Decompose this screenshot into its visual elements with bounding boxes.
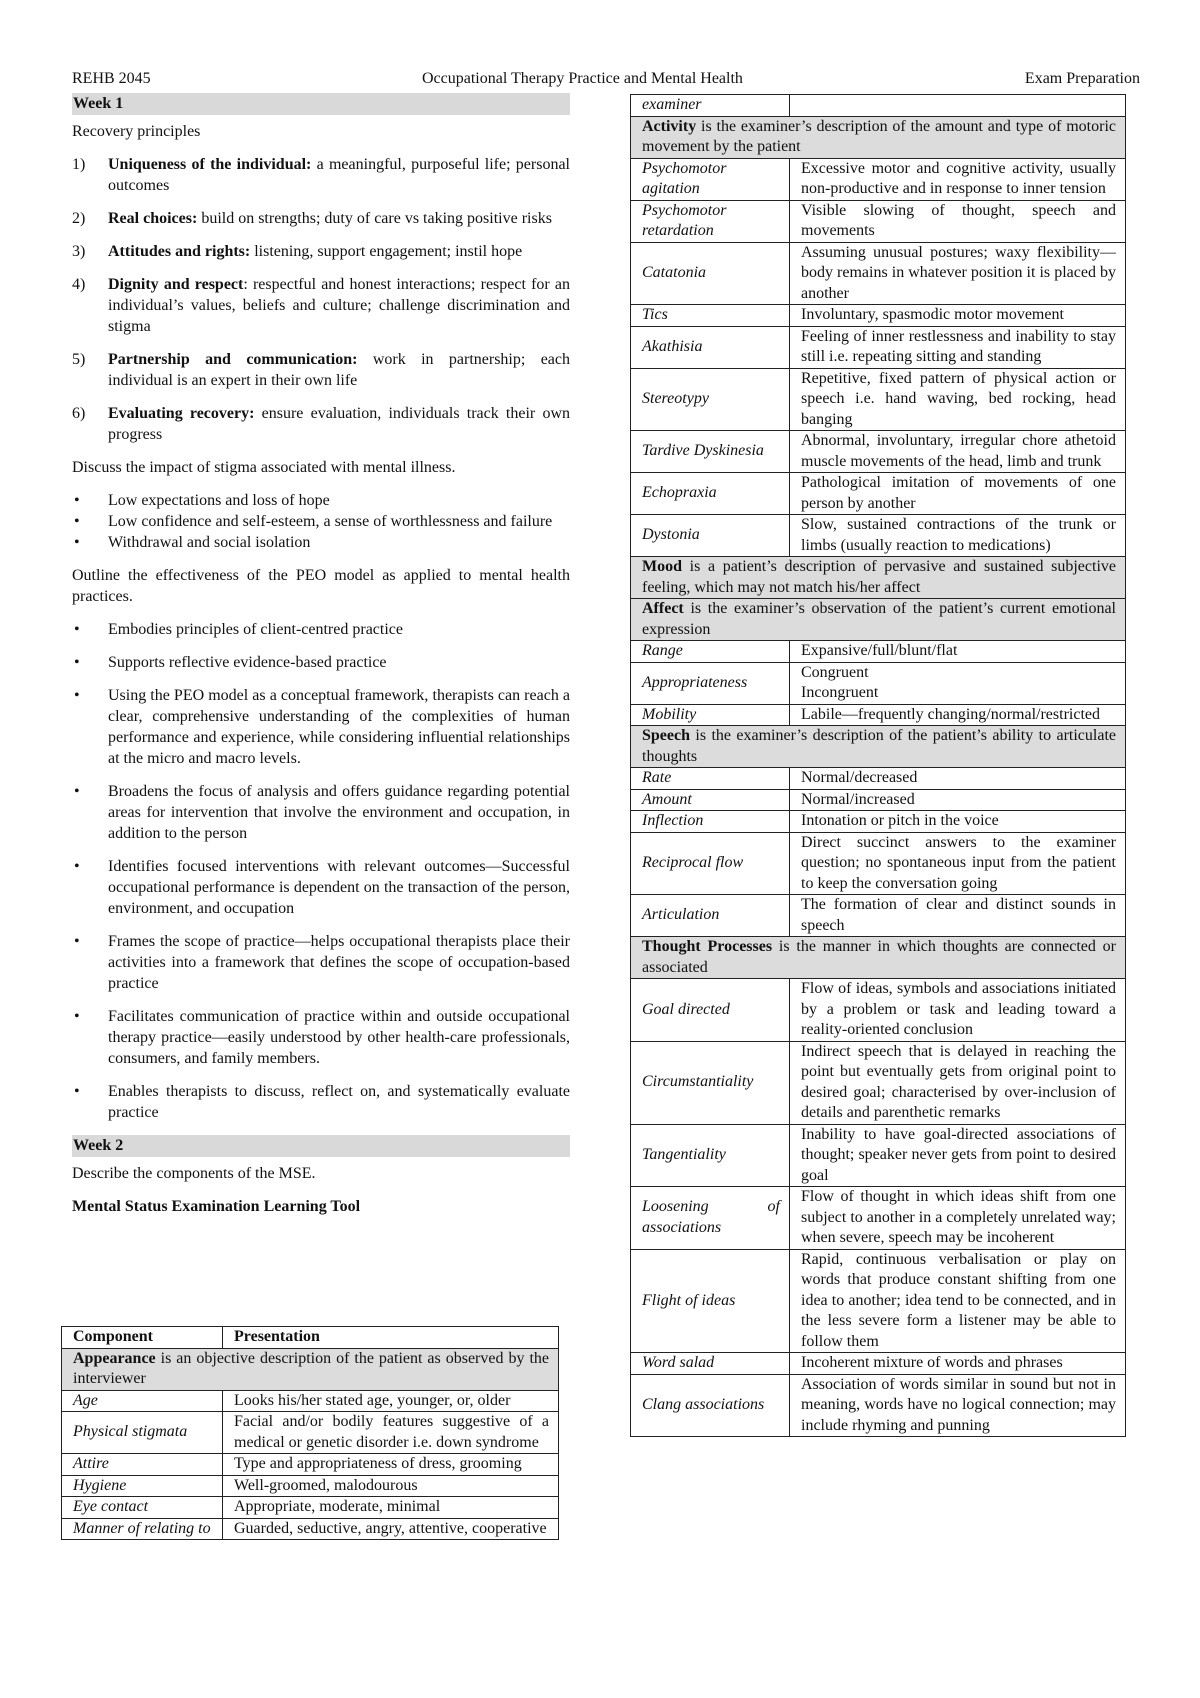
course-code: REHB 2045 bbox=[72, 70, 151, 87]
table-row: Tangentiality Inability to have goal-directed associations of thought; speaker never gets from point to desired goal bbox=[631, 1124, 1126, 1187]
section-appearance: Appearance is an objective description of the patient as observed by the interviewer bbox=[62, 1348, 559, 1390]
table-row: Rate Normal/decreased bbox=[631, 768, 1126, 790]
mse-question: Describe the components of the MSE. bbox=[72, 1165, 316, 1182]
table-row: Physical stigmata Facial and/or bodily features suggestive of a medical or genetic disorder i.e. down syndrome bbox=[62, 1412, 559, 1454]
recovery-principles-list bbox=[72, 154, 570, 445]
list-item: • Facilitates communication of practice within and outside occupational therapy practice—easily understood by other health-care professionals, consumers, and family members. bbox=[74, 1008, 570, 1067]
table-row: Hygiene Well-groomed, malodourous bbox=[62, 1475, 559, 1497]
table-row: Word salad Incoherent mixture of words and phrases bbox=[631, 1353, 1126, 1375]
table-row: Flight of ideas Rapid, continuous verbalisation or play on words that produce constant shifting from one idea to another; idea tend to be connected, and in the less severe form a listener may be able to follow them bbox=[631, 1249, 1126, 1353]
col-presentation: Presentation bbox=[223, 1327, 559, 1349]
section-thought-processes: Thought Processes is the manner in which thoughts are connected or associated bbox=[631, 937, 1126, 979]
table-row: Akathisia Feeling of inner restlessness and inability to stay still i.e. repeating sitting and standing bbox=[631, 326, 1126, 368]
table-row: Loosening of associations Flow of thought in which ideas shift from one subject to another in a completely unrelated way; when severe, speech may be incoherent bbox=[631, 1187, 1126, 1250]
list-item: 4) Dignity and respect: respectful and honest interactions; respect for an individual’s values, beliefs and culture; challenge discrimination and stigma bbox=[72, 276, 570, 335]
table-row: Circumstantiality Indirect speech that is delayed in reaching the point but eventually gets from original point to desired goal; characterised by over-inclusion of details and parenthetic remarks bbox=[631, 1041, 1126, 1124]
week2-heading: Week 2 bbox=[72, 1135, 570, 1157]
list-item: 3) Attitudes and rights: listening, support engagement; instil hope bbox=[72, 243, 523, 260]
table-row: Dystonia Slow, sustained contractions of the trunk or limbs (usually reaction to medications) bbox=[631, 515, 1126, 557]
doc-type: Exam Preparation bbox=[1024, 70, 1140, 87]
col-component: Component bbox=[62, 1327, 223, 1349]
table-row: Mobility Labile—frequently changing/normal/restricted bbox=[631, 704, 1126, 726]
section-affect: Affect is the examiner’s observation of the patient’s current emotional expression bbox=[631, 599, 1126, 641]
list-item: • Frames the scope of practice—helps occupational therapists place their activities into a framework that defines the scope of occupation-based practice bbox=[74, 933, 570, 992]
list-item: • Using the PEO model as a conceptual framework, therapists can reach a clear, comprehensive understanding of the complexities of human performance and experience, while considering influential relationships at the micro and macro levels. bbox=[74, 687, 570, 767]
table-row: Clang associations Association of words similar in sound but not in meaning, words have no logical connection; may include rhyming and punning bbox=[631, 1374, 1126, 1437]
table-header-row bbox=[62, 1327, 559, 1349]
table-row: Attire Type and appropriateness of dress, grooming bbox=[62, 1454, 559, 1476]
table-row: Stereotypy Repetitive, fixed pattern of physical action or speech i.e. hand waving, bed rocking, head banging bbox=[631, 368, 1126, 431]
mse-table-left bbox=[61, 1326, 559, 1540]
list-item: • Broadens the focus of analysis and offers guidance regarding potential areas for intervention that involve the environment and occupation, in addition to the person bbox=[74, 783, 570, 842]
table-row: Tics Involuntary, spasmodic motor movement bbox=[631, 305, 1126, 327]
table-row: Tardive Dyskinesia Abnormal, involuntary, irregular chore athetoid muscle movements of the head, limb and trunk bbox=[631, 431, 1126, 473]
list-item: 1) Uniqueness of the individual: a meaningful, purposeful life; personal outcomes bbox=[72, 156, 571, 194]
list-item: 2) Real choices: build on strengths; duty of care vs taking positive risks bbox=[72, 210, 552, 227]
table-row: Manner of relating to Guarded, seductive, angry, attentive, cooperative bbox=[62, 1518, 559, 1540]
peo-list bbox=[72, 619, 570, 1123]
table-row: Eye contact Appropriate, moderate, minimal bbox=[62, 1497, 559, 1519]
list-item: 6) Evaluating recovery: ensure evaluation, individuals track their own progress bbox=[72, 405, 571, 443]
table-row: Articulation The formation of clear and distinct sounds in speech bbox=[631, 895, 1126, 937]
section-speech: Speech is the examiner’s description of the patient’s ability to articulate thoughts bbox=[631, 726, 1126, 768]
table-row: Range Expansive/full/blunt/flat bbox=[631, 641, 1126, 663]
list-item: • Supports reflective evidence-based practice bbox=[74, 654, 387, 671]
list-item: • Enables therapists to discuss, reflect on, and systematically evaluate practice bbox=[74, 1083, 570, 1121]
stigma-list bbox=[72, 490, 570, 553]
table-row: Amount Normal/increased bbox=[631, 789, 1126, 811]
section-mood: Mood is a patient’s description of pervasive and sustained subjective feeling, which may not match his/her affect bbox=[631, 557, 1126, 599]
section-activity: Activity is the examiner’s description of the amount and type of motoric movement by the patient bbox=[631, 116, 1126, 158]
list-item: • Embodies principles of client-centred practice bbox=[74, 621, 403, 638]
learning-tool-title: Mental Status Examination Learning Tool bbox=[72, 1198, 361, 1215]
table-row-continued: examiner bbox=[631, 95, 1126, 117]
list-item: • Low confidence and self-esteem, a sense of worthlessness and failure bbox=[74, 513, 553, 530]
mse-table-right bbox=[630, 94, 1126, 1437]
recovery-principles-title: Recovery principles bbox=[72, 123, 201, 140]
table-row: Appropriateness Congruent Incongruent bbox=[631, 662, 1126, 704]
list-item: • Identifies focused interventions with relevant outcomes—Successful occupational performance is dependent on the transaction of the person, environment, and occupation bbox=[74, 858, 570, 917]
list-item: • Low expectations and loss of hope bbox=[74, 492, 330, 509]
week1-heading: Week 1 bbox=[72, 93, 570, 115]
left-column bbox=[72, 93, 570, 1226]
table-row: Inflection Intonation or pitch in the voice bbox=[631, 811, 1126, 833]
table-row: Age Looks his/her stated age, younger, or, older bbox=[62, 1390, 559, 1412]
table-row: Psychomotor agitation Excessive motor and cognitive activity, usually non-productive and in response to inner tension bbox=[631, 158, 1126, 200]
table-row: Psychomotor retardation Visible slowing of thought, speech and movements bbox=[631, 200, 1126, 242]
table-row: Reciprocal flow Direct succinct answers to the examiner question; no spontaneous input from the patient to keep the conversation going bbox=[631, 832, 1126, 895]
peo-question: Outline the effectiveness of the PEO model as applied to mental health practices. bbox=[72, 567, 570, 605]
page-header bbox=[72, 70, 1140, 92]
table-row: Goal directed Flow of ideas, symbols and associations initiated by a problem or task and leading toward a reality-oriented conclusion bbox=[631, 979, 1126, 1042]
stigma-question: Discuss the impact of stigma associated with mental illness. bbox=[72, 459, 456, 476]
course-title: Occupational Therapy Practice and Mental Health bbox=[422, 70, 743, 87]
table-row: Catatonia Assuming unusual postures; waxy flexibility—body remains in whatever position it is placed by another bbox=[631, 242, 1126, 305]
list-item: • Withdrawal and social isolation bbox=[74, 534, 311, 551]
table-row: Echopraxia Pathological imitation of movements of one person by another bbox=[631, 473, 1126, 515]
list-item: 5) Partnership and communication: work in partnership; each individual is an expert in their own life bbox=[72, 351, 571, 389]
